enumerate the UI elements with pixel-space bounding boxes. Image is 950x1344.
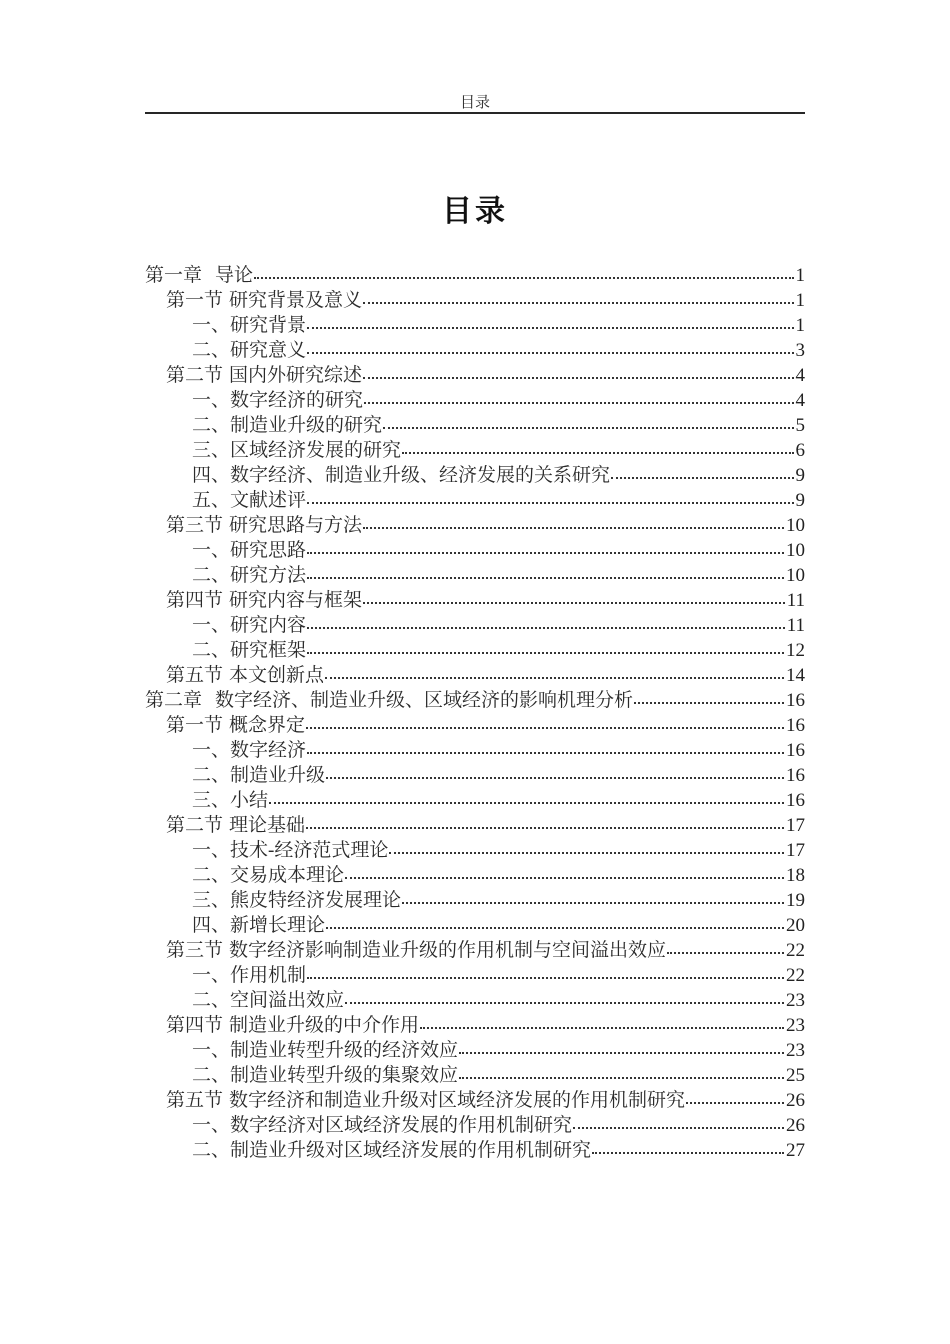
toc-entry-label: 一、 (192, 390, 231, 411)
toc-entry[interactable] (145, 835, 805, 860)
dot-leader (326, 777, 784, 779)
dot-leader (307, 552, 784, 554)
toc-entry-title: 熊皮特经济发展理论 (230, 890, 402, 911)
toc-entry-page-number: 27 (786, 1140, 805, 1161)
dot-leader (592, 1152, 784, 1154)
toc-entry[interactable] (145, 535, 805, 560)
toc-entry-label: 二、 (192, 765, 231, 786)
toc-entry[interactable] (145, 785, 805, 810)
toc-entry-page-number: 23 (786, 1040, 805, 1061)
toc-entry[interactable] (145, 860, 805, 885)
dot-leader (363, 527, 784, 529)
toc-entry-page-number: 9 (795, 490, 805, 511)
toc-entry-title: 空间溢出效应 (230, 990, 345, 1011)
toc-entry-label: 第五节 (166, 1090, 224, 1111)
toc-entry[interactable] (145, 460, 805, 485)
toc-entry-page-number: 23 (786, 1015, 805, 1036)
toc-entry-label: 二、 (192, 1065, 231, 1086)
toc-entry[interactable] (145, 335, 805, 360)
toc-entry-page-number: 26 (786, 1115, 805, 1136)
toc-entry-page-number: 11 (786, 615, 805, 636)
dot-leader (325, 677, 784, 679)
toc-entry-title: 研究背景 (230, 315, 307, 336)
toc-entry-title: 概念界定 (229, 715, 306, 736)
toc-entry-title: 研究方法 (230, 565, 307, 586)
toc-entry-title: 数字经济 (230, 740, 307, 761)
toc-entry[interactable] (145, 960, 805, 985)
toc-entry-page-number: 5 (795, 415, 805, 436)
toc-entry-label: 第二节 (166, 815, 224, 836)
toc-entry[interactable] (145, 310, 805, 335)
dot-leader (307, 752, 784, 754)
toc-entry-title: 交易成本理论 (230, 865, 345, 886)
toc-entry-title: 数字经济的研究 (230, 390, 364, 411)
toc-entry-title: 制造业升级对区域经济发展的作用机制研究 (230, 1140, 592, 1161)
toc-entry-page-number: 10 (786, 565, 805, 586)
toc-entry-page-number: 11 (786, 590, 805, 611)
toc-entry-page-number: 1 (795, 315, 805, 336)
toc-entry[interactable] (145, 610, 805, 635)
toc-entry-label: 二、 (192, 865, 231, 886)
dot-leader (306, 727, 784, 729)
toc-entry-title: 数字经济、制造业升级、区域经济的影响机理分析 (215, 690, 634, 711)
toc-entry[interactable] (145, 585, 805, 610)
dot-leader (667, 952, 784, 954)
toc-entry-label: 三、 (192, 790, 231, 811)
toc-entry-page-number: 17 (786, 815, 805, 836)
dot-leader (573, 1127, 784, 1129)
toc-entry-label: 一、 (192, 315, 231, 336)
toc-entry-title: 数字经济影响制造业升级的作用机制与空间溢出效应 (229, 940, 667, 961)
toc-entry-label: 一、 (192, 615, 231, 636)
dot-leader (307, 977, 784, 979)
toc-entry-label: 一、 (192, 840, 231, 861)
toc-entry-page-number: 18 (786, 865, 805, 886)
toc-entry-label: 二、 (192, 990, 231, 1011)
toc-entry-label: 第二节 (166, 365, 224, 386)
toc-entry-label: 一、 (192, 1040, 231, 1061)
toc-entry-label: 一、 (192, 1115, 231, 1136)
toc-entry-page-number: 20 (786, 915, 805, 936)
dot-leader (307, 627, 785, 629)
toc-entry-title: 研究背景及意义 (229, 290, 363, 311)
toc-entry-title: 研究内容 (230, 615, 307, 636)
toc-entry-title: 研究内容与框架 (229, 590, 363, 611)
toc-entry-page-number: 12 (786, 640, 805, 661)
toc-entry-title: 制造业转型升级的经济效应 (230, 1040, 459, 1061)
toc-entry-page-number: 17 (786, 840, 805, 861)
toc-entry[interactable] (145, 635, 805, 660)
dot-leader (364, 402, 793, 404)
dot-leader (345, 1002, 784, 1004)
toc-entry-label: 第一节 (166, 715, 224, 736)
toc-entry-title: 文献述评 (230, 490, 307, 511)
dot-leader (307, 352, 793, 354)
toc-entry-title: 研究思路 (230, 540, 307, 561)
toc-entry-page-number: 4 (795, 390, 805, 411)
toc-entry[interactable] (145, 1135, 805, 1160)
toc-entry-page-number: 16 (786, 690, 805, 711)
toc-entry-title: 导论 (215, 265, 254, 286)
toc-entry[interactable] (145, 1110, 805, 1135)
header-rule (145, 112, 805, 114)
dot-leader (611, 477, 793, 479)
dot-leader (307, 577, 784, 579)
toc-entry-label: 第一节 (166, 290, 224, 311)
dot-leader (254, 277, 793, 279)
toc-entry-page-number: 6 (795, 440, 805, 461)
toc-entry[interactable] (145, 735, 805, 760)
toc-entry-page-number: 16 (786, 715, 805, 736)
dot-leader (307, 652, 784, 654)
toc-entry-label: 第五节 (166, 665, 224, 686)
toc-entry[interactable] (145, 1010, 805, 1035)
toc-entry-page-number: 25 (786, 1065, 805, 1086)
toc-entry-page-number: 14 (786, 665, 805, 686)
dot-leader (634, 702, 784, 704)
toc-entry-page-number: 19 (786, 890, 805, 911)
toc-entry-label: 五、 (192, 490, 231, 511)
toc-entry[interactable] (145, 260, 805, 285)
dot-leader (307, 327, 793, 329)
toc-entry-title: 制造业转型升级的集聚效应 (230, 1065, 459, 1086)
toc-entry[interactable] (145, 910, 805, 935)
toc-entry-page-number: 10 (786, 540, 805, 561)
dot-leader (402, 452, 793, 454)
toc-entry-title: 国内外研究综述 (229, 365, 363, 386)
toc-entry[interactable] (145, 485, 805, 510)
toc-entry-label: 四、 (192, 915, 231, 936)
dot-leader (459, 1052, 784, 1054)
toc-entry[interactable] (145, 1085, 805, 1110)
toc-entry-page-number: 26 (786, 1090, 805, 1111)
toc-entry-label: 三、 (192, 890, 231, 911)
toc-entry-page-number: 16 (786, 740, 805, 761)
dot-leader (459, 1077, 784, 1079)
toc-entry-title: 研究框架 (230, 640, 307, 661)
toc-entry-page-number: 1 (795, 265, 805, 286)
toc-entry-label: 第一章 (145, 265, 203, 286)
toc-entry[interactable] (145, 360, 805, 385)
toc-entry-label: 二、 (192, 565, 231, 586)
toc-entry[interactable] (145, 1060, 805, 1085)
toc-entry-label: 一、 (192, 540, 231, 561)
toc-entry[interactable] (145, 285, 805, 310)
toc-entry-title: 作用机制 (230, 965, 307, 986)
dot-leader (326, 927, 784, 929)
toc-entry-page-number: 4 (795, 365, 805, 386)
toc-entry-page-number: 16 (786, 790, 805, 811)
dot-leader (306, 827, 784, 829)
toc-entry-title: 研究意义 (230, 340, 307, 361)
toc-entry[interactable] (145, 985, 805, 1010)
toc-entry-label: 第四节 (166, 590, 224, 611)
running-header (145, 91, 805, 112)
dot-leader (383, 427, 793, 429)
toc-entry-title: 制造业升级 (230, 765, 326, 786)
toc-entry-page-number: 9 (795, 465, 805, 486)
dot-leader (269, 802, 784, 804)
toc-entry-title: 新增长理论 (230, 915, 326, 936)
toc-entry-label: 二、 (192, 340, 231, 361)
toc-entry[interactable] (145, 935, 805, 960)
dot-leader (363, 602, 785, 604)
table-of-contents (145, 260, 805, 1160)
toc-entry-label: 二、 (192, 640, 231, 661)
toc-entry-title: 数字经济对区域经济发展的作用机制研究 (230, 1115, 573, 1136)
toc-entry[interactable] (145, 760, 805, 785)
dot-leader (363, 302, 793, 304)
toc-entry[interactable] (145, 710, 805, 735)
toc-entry[interactable] (145, 885, 805, 910)
toc-entry-label: 三、 (192, 440, 231, 461)
toc-entry-page-number: 22 (786, 940, 805, 961)
toc-entry[interactable] (145, 510, 805, 535)
toc-entry-title: 技术-经济范式理论 (230, 840, 389, 861)
toc-entry-title: 研究思路与方法 (229, 515, 363, 536)
toc-entry[interactable] (145, 410, 805, 435)
dot-leader (420, 1027, 784, 1029)
toc-entry-label: 一、 (192, 740, 231, 761)
toc-entry-label: 第四节 (166, 1015, 224, 1036)
toc-entry[interactable] (145, 560, 805, 585)
toc-entry-title: 理论基础 (229, 815, 306, 836)
running-header-title: 目录 (459, 95, 490, 111)
toc-entry-page-number: 10 (786, 515, 805, 536)
toc-entry-label: 第三节 (166, 515, 224, 536)
toc-entry[interactable] (145, 810, 805, 835)
toc-entry-title: 数字经济、制造业升级、经济发展的关系研究 (230, 465, 611, 486)
toc-entry-label: 二、 (192, 415, 231, 436)
dot-leader (363, 377, 793, 379)
toc-entry-page-number: 16 (786, 765, 805, 786)
toc-entry[interactable] (145, 1035, 805, 1060)
dot-leader (345, 877, 784, 879)
toc-entry-page-number: 3 (795, 340, 805, 361)
toc-entry[interactable] (145, 685, 805, 710)
toc-entry-label: 二、 (192, 1140, 231, 1161)
toc-entry-title: 数字经济和制造业升级对区域经济发展的作用机制研究 (229, 1090, 686, 1111)
toc-entry[interactable] (145, 385, 805, 410)
toc-entry-label: 第三节 (166, 940, 224, 961)
toc-entry-page-number: 1 (795, 290, 805, 311)
dot-leader (307, 502, 793, 504)
toc-entry[interactable] (145, 660, 805, 685)
dot-leader (402, 902, 784, 904)
toc-entry-page-number: 22 (786, 965, 805, 986)
page-title: 目录 (442, 194, 508, 229)
toc-entry-label: 一、 (192, 965, 231, 986)
toc-entry-title: 本文创新点 (229, 665, 325, 686)
toc-entry-page-number: 23 (786, 990, 805, 1011)
toc-entry-title: 制造业升级的研究 (230, 415, 383, 436)
toc-entry-label: 四、 (192, 465, 231, 486)
toc-entry-title: 区域经济发展的研究 (230, 440, 402, 461)
toc-entry-title: 制造业升级的中介作用 (229, 1015, 420, 1036)
dot-leader (686, 1102, 784, 1104)
dot-leader (389, 852, 784, 854)
toc-entry-label: 第二章 (145, 690, 203, 711)
toc-entry-title: 小结 (230, 790, 269, 811)
toc-entry[interactable] (145, 435, 805, 460)
